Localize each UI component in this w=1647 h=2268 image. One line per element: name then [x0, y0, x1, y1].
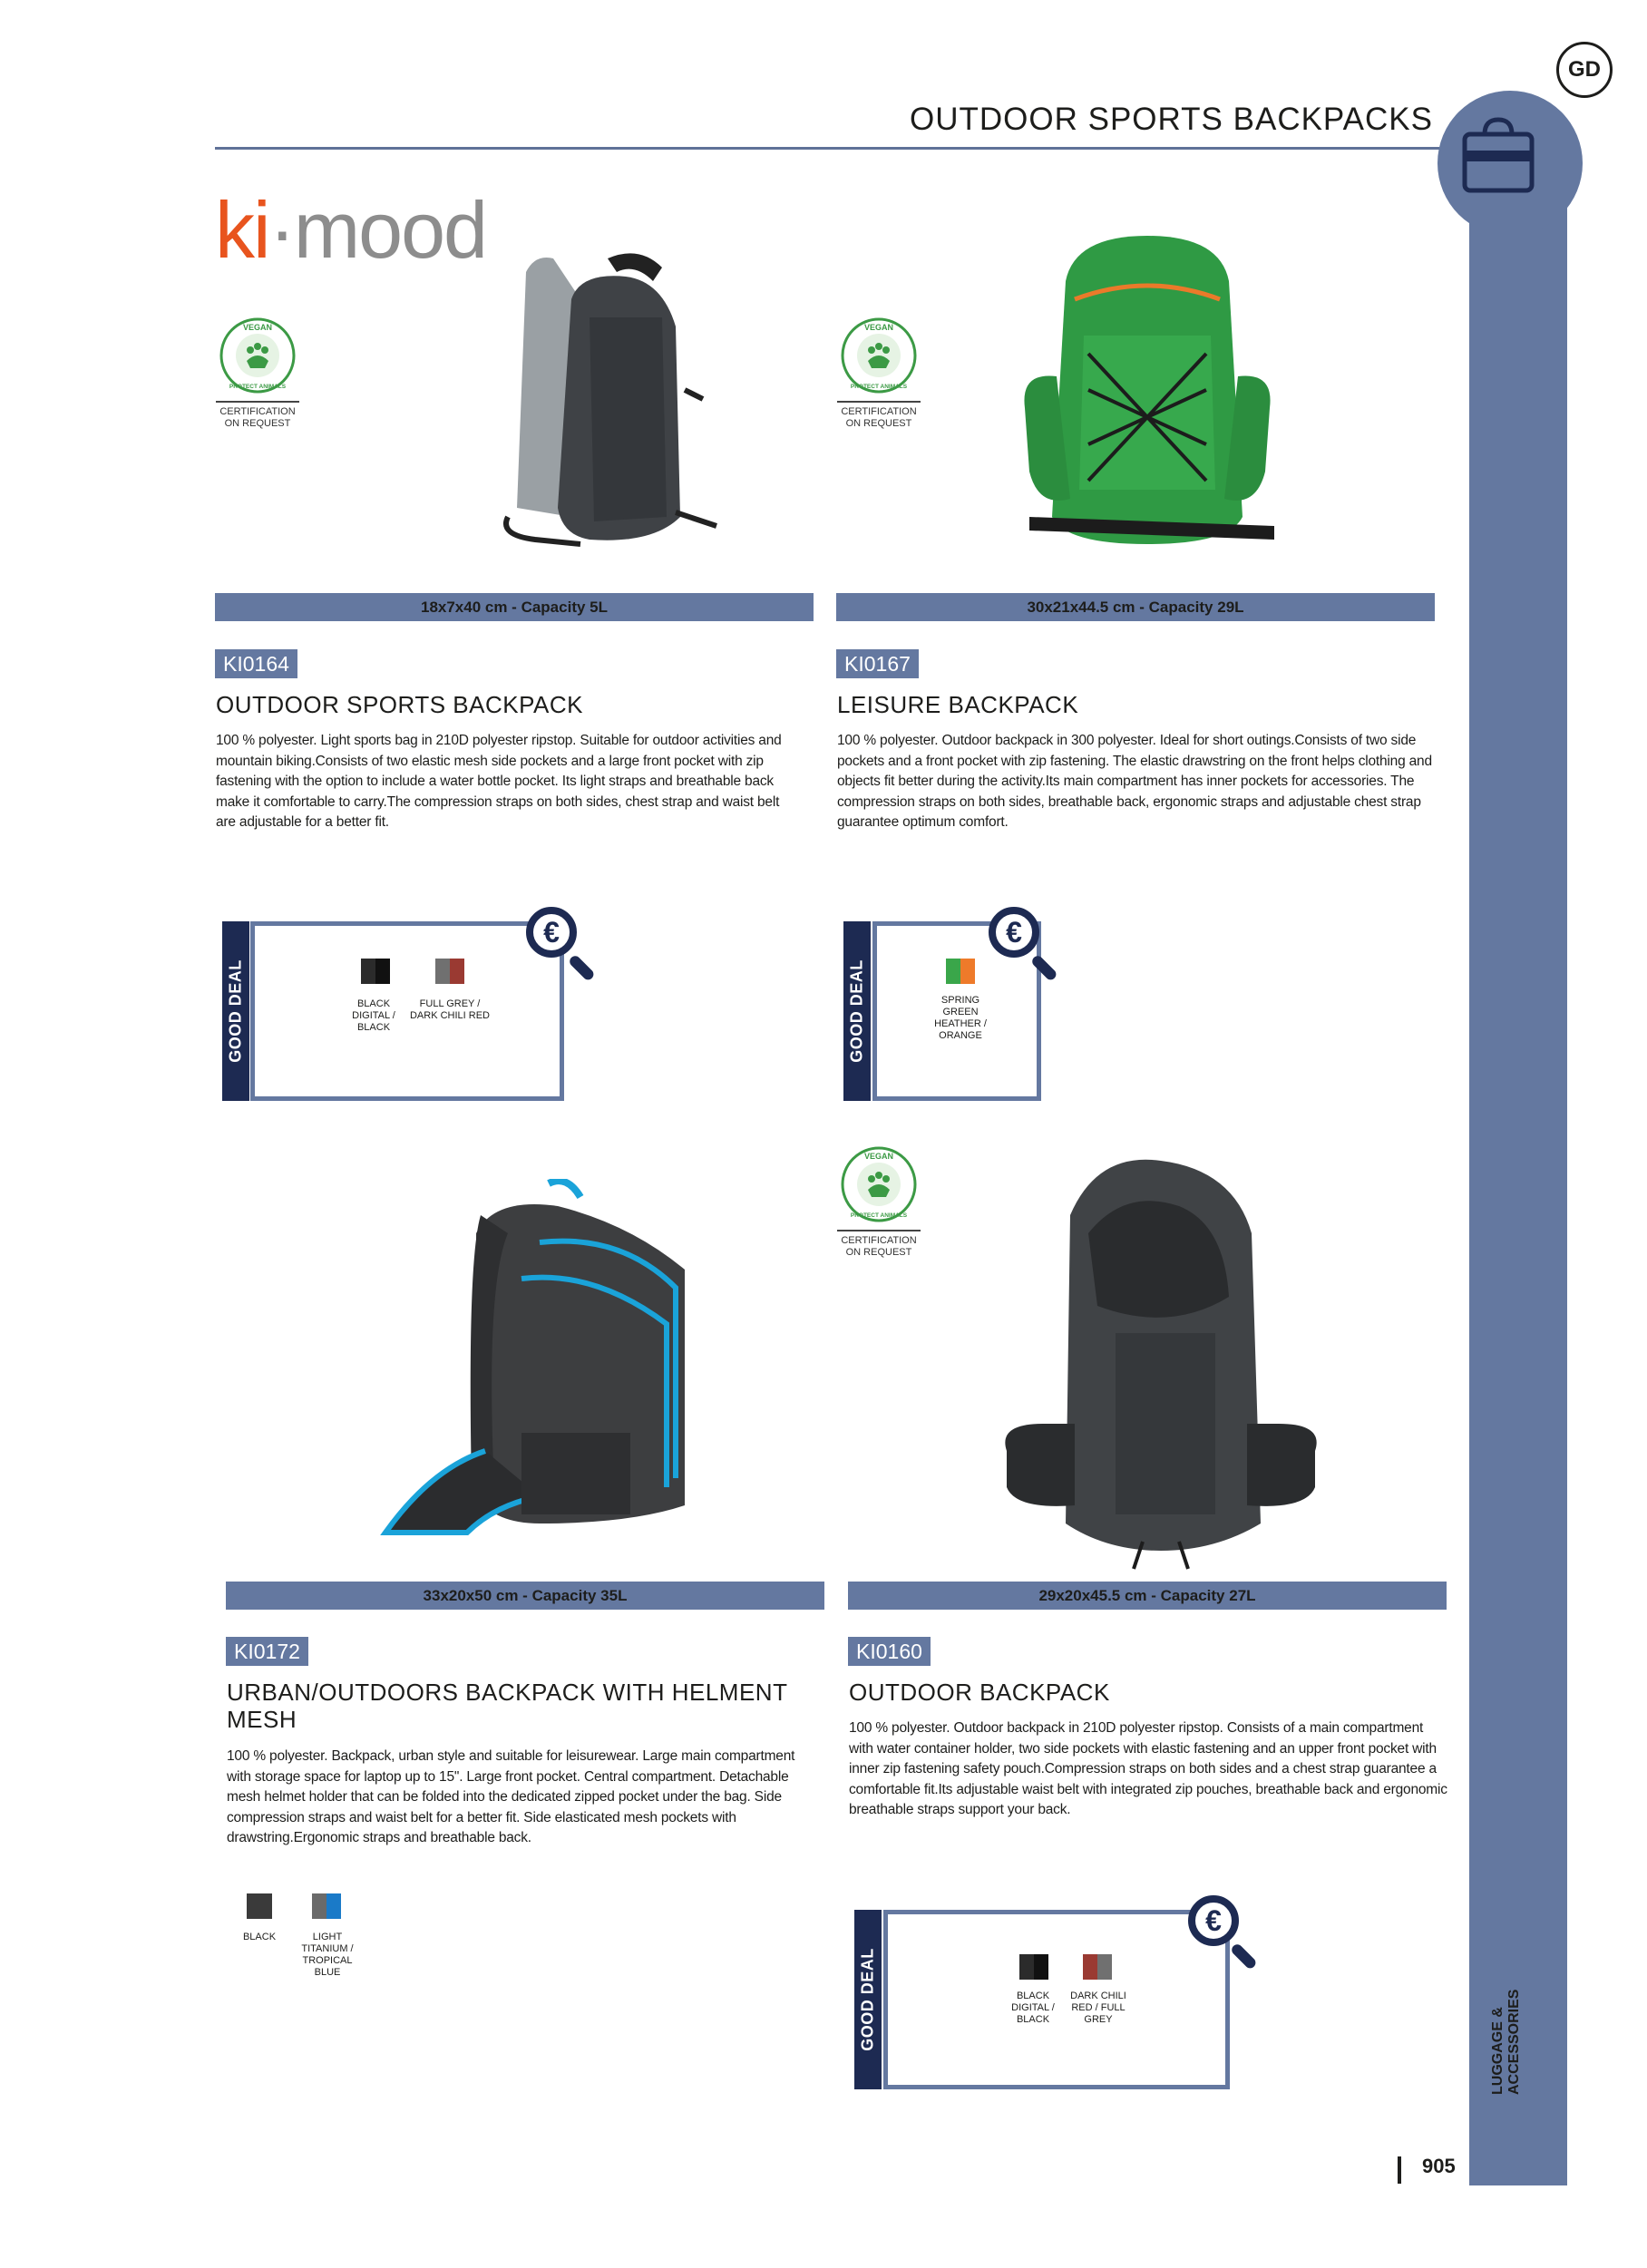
vegan-badge: [837, 316, 921, 430]
section-label-line2: ACCESSORIES: [1506, 1989, 1522, 2095]
svg-text:PROTECT ANIMALS: PROTECT ANIMALS: [229, 384, 287, 390]
color-label: FULL GREY / DARK CHILI RED: [409, 998, 491, 1021]
product-image-ki0164: [481, 245, 726, 558]
product-description: 100 % polyester. Backpack, urban style and suitable for leisurewear. Large main compartment with storage space for laptop up to 15". Large front pocket. Central compartment. Detachable mesh helmet holder that can be folded into the dedicated zipped pocket under the bag. Side compression straps and waist belt for a better fit. Side elasticated mesh pockets with drawstring.Ergonomic straps and breathable back.: [227, 1748, 795, 1845]
certification-note: CERTIFICATION ON REQUEST: [841, 406, 917, 429]
good-deal-label: GOOD DEAL: [854, 1910, 882, 2089]
dimensions-bar: 18x7x40 cm - Capacity 5L: [215, 593, 814, 621]
product-description: 100 % polyester. Outdoor backpack in 210D polyester ripstop. Consists of a main compartment with water container holder, two side pockets with elastic fastening and an upper front pocket with inner zip fastening safety pouch.Compression straps on both sides and a chest strap guarantee a comfortable fit.Its adjustable waist belt with integrated zip pouches, breathable back and ergonomic breathable straps support your back.: [849, 1720, 1447, 1817]
product-name: OUTDOOR SPORTS BACKPACK: [216, 691, 583, 718]
page-title: OUTDOOR SPORTS BACKPACKS: [910, 102, 1433, 137]
dimensions-bar: 30x21x44.5 cm - Capacity 29L: [836, 593, 1435, 621]
svg-text:VEGAN: VEGAN: [242, 323, 273, 332]
category-tab: [1437, 91, 1583, 236]
product-code: KI0172: [226, 1637, 308, 1666]
color-option[interactable]: [1075, 1954, 1120, 1980]
page-number: 905: [1422, 2155, 1456, 2177]
product-code: KI0160: [848, 1637, 931, 1666]
color-option[interactable]: [1011, 1954, 1057, 1980]
svg-text:PROTECT ANIMALS: PROTECT ANIMALS: [850, 384, 908, 390]
brand-logo: [215, 185, 486, 275]
color-swatch: [1019, 1954, 1034, 1980]
color-option[interactable]: [942, 959, 979, 984]
color-label: LIGHT TITANIUM / TROPICAL BLUE: [301, 1932, 354, 1978]
svg-text:VEGAN: VEGAN: [863, 1152, 894, 1161]
color-swatch: [312, 1893, 326, 1919]
color-swatch: [1083, 1954, 1097, 1980]
vegan-badge: [837, 1144, 921, 1259]
dimensions-bar: 29x20x45.5 cm - Capacity 27L: [848, 1582, 1447, 1610]
color-label: BLACK: [242, 1932, 277, 1942]
product-code: KI0167: [836, 649, 919, 678]
product-name: URBAN/OUTDOORS BACKPACK WITH HELMENT MESH: [227, 1679, 787, 1733]
bag-icon: [1437, 91, 1583, 236]
vegan-badge: [216, 316, 299, 430]
color-swatch: [1034, 1954, 1048, 1980]
vegan-icon: [218, 316, 297, 395]
color-option[interactable]: [312, 1893, 341, 1919]
color-label: BLACK DIGITAL / BLACK: [352, 998, 395, 1033]
svg-text:VEGAN: VEGAN: [863, 323, 894, 332]
logo-part2: ·mood: [268, 185, 486, 275]
magnifier-handle: [1230, 1942, 1258, 1971]
color-swatch: [960, 959, 975, 984]
good-deal-label: GOOD DEAL: [222, 921, 249, 1101]
color-swatch: [375, 959, 390, 984]
good-deal-box: [883, 1910, 1230, 2089]
euro-icon: €: [989, 907, 1039, 958]
header-divider: [215, 147, 1439, 150]
euro-icon: €: [1188, 1895, 1239, 1946]
page-number-bar: [1398, 2156, 1401, 2184]
color-option[interactable]: [427, 959, 473, 984]
section-label-line1: LUGGAGE &: [1490, 2007, 1506, 2095]
product-description: 100 % polyester. Outdoor backpack in 300 polyester. Ideal for short outings.Consists of two side pockets and a front pocket with zip fastening. The elastic drawstring on the front helps clothing and objects fit better during the activity.Its main compartment has inner pockets for accessories. The compression straps on both sides, breathable back, ergonomic straps and adjustable chest strap guarantee optimum comfort.: [837, 733, 1432, 830]
logo-part1: ki: [215, 185, 269, 275]
svg-text:PROTECT ANIMALS: PROTECT ANIMALS: [850, 1212, 908, 1219]
euro-icon: €: [526, 907, 577, 958]
good-deal-box: [250, 921, 564, 1101]
color-option[interactable]: [247, 1893, 274, 1919]
dimensions-bar: 33x20x50 cm - Capacity 35L: [226, 1582, 824, 1610]
product-name: LEISURE BACKPACK: [837, 691, 1079, 718]
product-image-ki0160: [989, 1152, 1333, 1578]
brand-mark: GD: [1556, 42, 1613, 98]
color-label: DARK CHILI RED / FULL GREY: [1070, 1991, 1126, 2025]
certification-note: CERTIFICATION ON REQUEST: [841, 1235, 917, 1258]
product-code: KI0164: [215, 649, 297, 678]
color-label: SPRING GREEN HEATHER / ORANGE: [934, 995, 987, 1041]
color-swatch: [450, 959, 464, 984]
color-swatch: [946, 959, 960, 984]
good-deal-label: GOOD DEAL: [843, 921, 871, 1101]
color-swatch: [1097, 1954, 1112, 1980]
section-label: [1490, 1950, 1554, 2095]
side-band: [1469, 172, 1567, 2185]
color-option[interactable]: [353, 959, 398, 984]
color-swatch: [361, 959, 375, 984]
vegan-icon: [839, 1144, 919, 1224]
product-image-ki0167: [1002, 227, 1292, 562]
product-image-ki0172: [358, 1179, 703, 1551]
product-name: OUTDOOR BACKPACK: [849, 1679, 1110, 1706]
magnifier-handle: [568, 954, 596, 982]
certification-note: CERTIFICATION ON REQUEST: [219, 406, 296, 429]
color-swatch: [435, 959, 450, 984]
color-swatch: [247, 1893, 272, 1919]
product-description: 100 % polyester. Light sports bag in 210D polyester ripstop. Suitable for outdoor activities and mountain biking.Consists of two elastic mesh side pockets and a large front pocket with zip fastening with the option to include a water bottle pocket. Its light straps and breathable back make it comfortable to carry.The compression straps on both sides, chest strap and waist belt are adjustable for a better fit.: [216, 733, 782, 830]
color-label: BLACK DIGITAL / BLACK: [1011, 1991, 1055, 2025]
vegan-icon: [839, 316, 919, 395]
color-swatch: [326, 1893, 341, 1919]
